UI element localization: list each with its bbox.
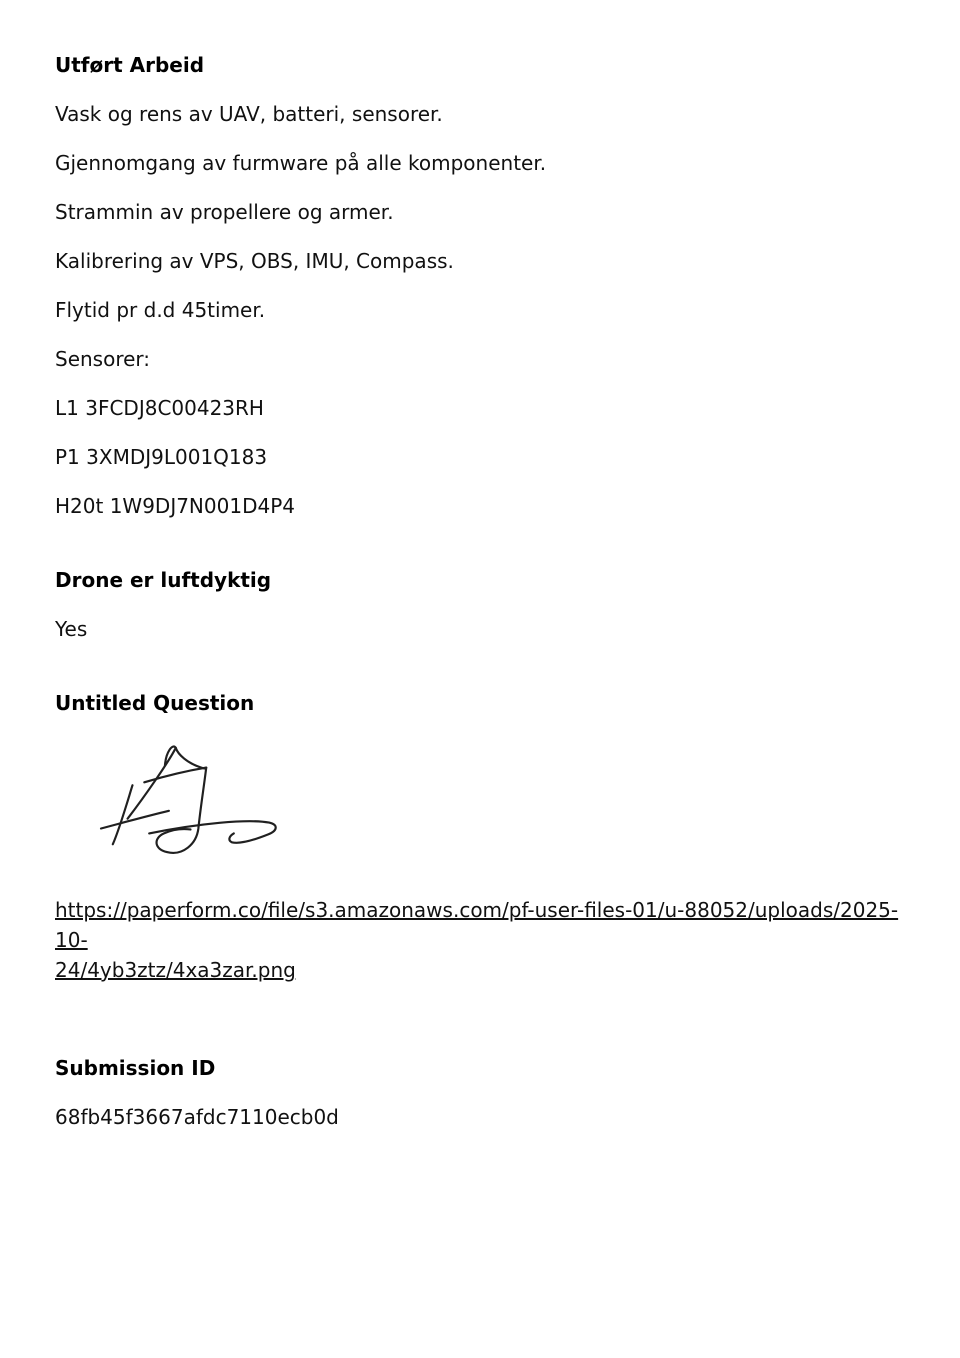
utfort-arbeid-line-3: Strammin av propellere og armer.	[55, 200, 394, 224]
section-heading-utfort-arbeid: Utført Arbeid	[55, 53, 205, 77]
sensor-id-l1: L1 3FCDJ8C00423RH	[55, 396, 264, 420]
sensor-id-h20t: H20t 1W9DJ7N001D4P4	[55, 494, 295, 518]
utfort-arbeid-line-1: Vask og rens av UAV, batteri, sensorer.	[55, 102, 443, 126]
utfort-arbeid-line-4: Kalibrering av VPS, OBS, IMU, Compass.	[55, 249, 454, 273]
uploaded-file-link-line-1: https://paperform.co/file/s3.amazonaws.com/pf-user-files-01/u-88052/uploads/2025-10-	[55, 898, 899, 952]
submission-id-value: 68fb45f3667afdc7110ecb0d	[55, 1105, 339, 1129]
section-heading-drone-er-luftdyktig: Drone er luftdyktig	[55, 568, 272, 592]
uploaded-file-link-paragraph	[55, 895, 905, 985]
utfort-arbeid-line-2: Gjennomgang av furmware på alle komponenter.	[55, 151, 547, 175]
section-heading-submission-id: Submission ID	[55, 1056, 216, 1080]
section-heading-untitled-question: Untitled Question	[55, 691, 255, 715]
signature-scribble-icon	[98, 740, 284, 858]
sensor-id-p1: P1 3XMDJ9L001Q183	[55, 445, 268, 469]
utfort-arbeid-line-5: Flytid pr d.d 45timer.	[55, 298, 266, 322]
uploaded-file-link-line-2: 24/4yb3ztz/4xa3zar.png	[55, 958, 296, 982]
uploaded-file-link[interactable]	[55, 895, 905, 985]
drone-luftdyktig-answer: Yes	[55, 617, 88, 641]
utfort-arbeid-line-6: Sensorer:	[55, 347, 151, 371]
signature-image	[98, 740, 284, 858]
